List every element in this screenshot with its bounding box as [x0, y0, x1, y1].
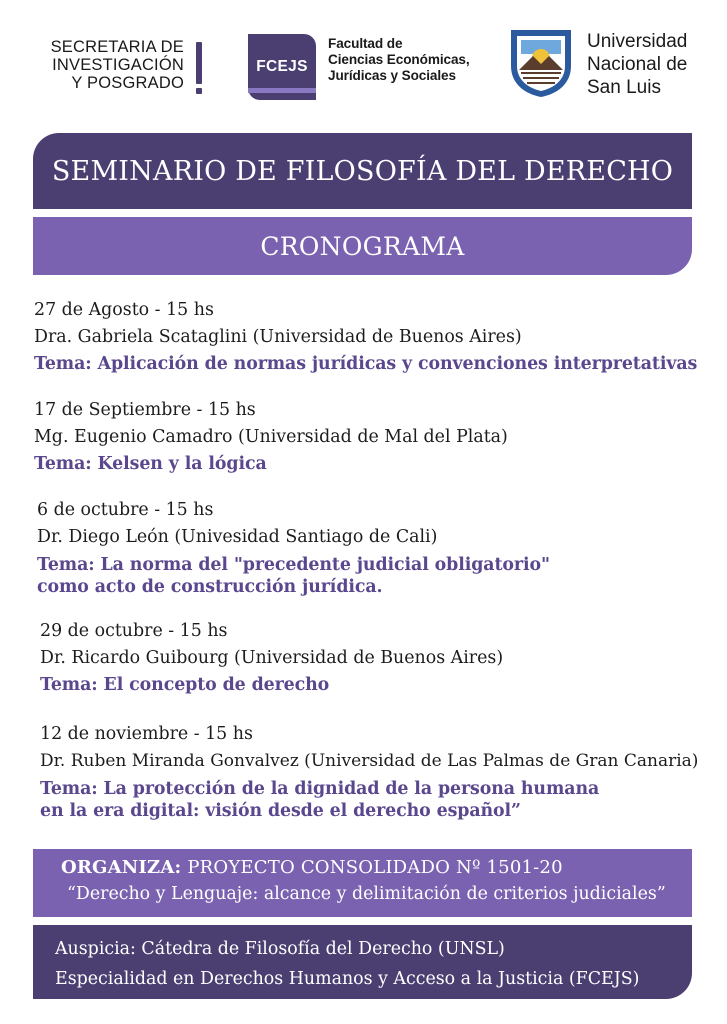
event-topic-line-2: en la era digital: visión desde el derecho español” [40, 801, 521, 821]
universidad-line-3: San Luis [587, 77, 661, 98]
event-date: 12 de noviembre - 15 hs [40, 724, 253, 744]
event-topic [40, 778, 698, 822]
event-date: 29 de octubre - 15 hs [40, 621, 228, 641]
header [0, 0, 727, 120]
auspicia-line-1: Auspicia: Cátedra de Filosofía del Derecho (UNSL) [55, 939, 505, 959]
secretaria-line-3: Y POSGRADO [71, 74, 184, 92]
organiza-band [33, 849, 692, 917]
event-topic [37, 554, 550, 598]
organiza-line [61, 855, 692, 881]
event-date: 6 de octubre - 15 hs [37, 500, 214, 520]
schedule-item [34, 297, 697, 378]
facultad-line-1: Facultad de [328, 36, 403, 51]
event-date: 17 de Septiembre - 15 hs [34, 400, 256, 420]
event-topic-line-1: Tema: La protección de la dignidad de la persona humana [40, 779, 600, 799]
event-topic: Tema: Kelsen y la lógica [34, 454, 267, 474]
event-topic-line-1: Tema: La norma del "precedente judicial obligatorio" [37, 555, 550, 575]
event-speaker: Dr. Diego León (Univesidad Santiago de Cali) [37, 527, 438, 547]
organiza-label: ORGANIZA: [61, 857, 182, 878]
facultad-line-2: Ciencias Económicas, [328, 52, 470, 67]
secretaria-exclamation-icon [194, 42, 204, 96]
secretaria-line-1: SECRETARIA DE [50, 38, 184, 56]
event-speaker: Dr. Ruben Miranda Gonvalvez (Universidad de Las Palmas de Gran Canaria) [40, 751, 699, 771]
auspicia-band [33, 925, 692, 999]
fcejs-logo: FCEJS [248, 34, 316, 100]
event-topic: Tema: Aplicación de normas jurídicas y convenciones interpretativas [34, 354, 698, 374]
universidad-name [587, 30, 687, 99]
page-title: SEMINARIO DE FILOSOFÍA DEL DERECHO [51, 155, 674, 187]
organiza-project-title: “Derecho y Lenguaje: alcance y delimitación de criterios judiciales” [67, 884, 666, 904]
secretaria-logo-text [34, 38, 184, 92]
organiza-project: PROYECTO CONSOLIDADO Nº 1501-20 [187, 857, 563, 878]
facultad-line-3: Jurídicas y Sociales [328, 68, 456, 83]
page-subtitle: CRONOGRAMA [260, 231, 465, 261]
subtitle-band [33, 217, 692, 275]
universidad-line-2: Nacional de [587, 54, 688, 75]
event-speaker: Dra. Gabriela Scataglini (Universidad de Buenos Aires) [34, 327, 522, 347]
event-speaker: Mg. Eugenio Camadro (Universidad de Mal del Plata) [34, 427, 508, 447]
secretaria-line-2: INVESTIGACIÓN [52, 56, 184, 74]
schedule-item [34, 397, 508, 478]
event-topic: Tema: El concepto de derecho [40, 675, 330, 695]
universidad-line-1: Universidad [587, 31, 688, 52]
facultad-name [328, 36, 470, 84]
event-topic-line-2: como acto de construcción jurídica. [37, 577, 383, 597]
schedule-item [37, 497, 550, 598]
title-band [33, 133, 692, 209]
auspicia-line-2: Especialidad en Derechos Humanos y Acceso a la Justicia (FCEJS) [55, 969, 640, 989]
event-speaker: Dr. Ricardo Guibourg (Universidad de Buenos Aires) [40, 648, 504, 668]
schedule-item [40, 721, 698, 822]
unsl-shield-logo-icon [507, 26, 575, 98]
schedule-item [40, 618, 503, 699]
event-date: 27 de Agosto - 15 hs [34, 300, 214, 320]
